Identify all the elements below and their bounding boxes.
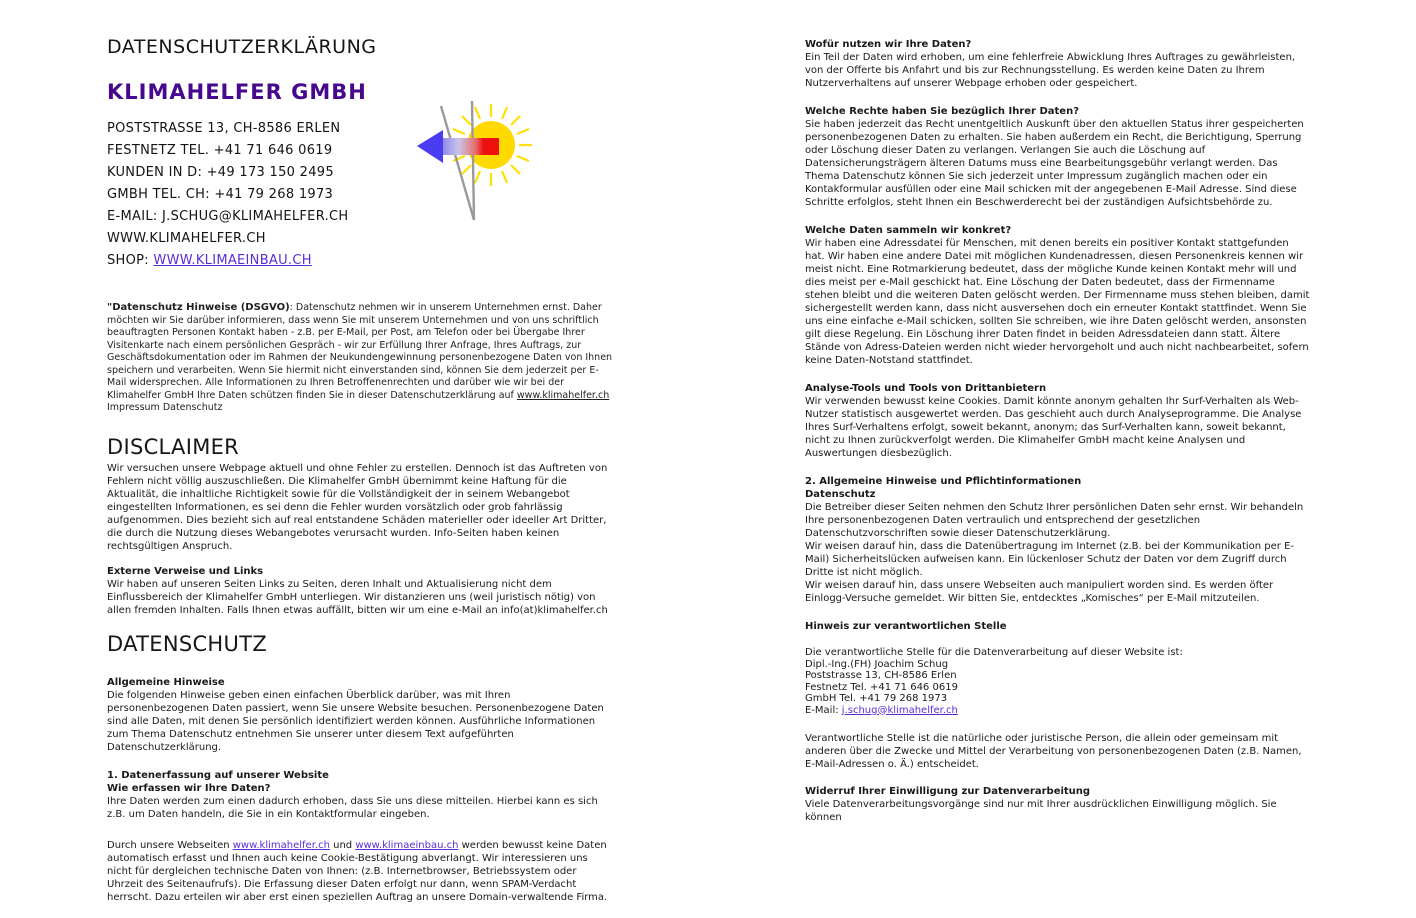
klimahelfer-link-intro[interactable]: www.klimahelfer.ch	[516, 389, 610, 401]
responsible-email-link[interactable]: j.schug@klimahelfer.ch	[841, 704, 958, 716]
mandatory-info-heading: 2. Allgemeine Hinweise und Pflichtinformationen	[805, 476, 1082, 487]
external-links-body: Wir haben auf unseren Seiten Links zu Seiten, deren Inhalt und Aktualisierung nicht dem Einflussbereich der Klimahelfer GmbH unterliegen. Wir distanzieren uns (weil juristisch nötig) von allen fremden Inhalten. Falls Ihnen etwas auffällt, bitten wir um eine e-Mail an info(at)klimahelfer.ch	[107, 578, 608, 616]
usage-body: Ein Teil der Daten wird erhoben, um eine fehlerfreie Abwicklung Ihres Auftrages zu gewährleisten, von der Offerte bis Anfahrt und bis zur Rechnungsstellung. Es werden keine Daten zu Ihrem Nutzerverhaltens auf unserer Webpage erhoben oder gespeichert.	[805, 52, 1296, 89]
webseiten-body-2: werden bewusst keine Daten automatisch erfasst und Ihnen auch keine Cookie-Bestätigung abverlangt. Wir interessieren uns nicht für dergleichen technische Daten von Ihnen: (z.B. Internetbrowser, Betriebssystem oder Uhrzeit des Seitenaufrufs). Die Erfassung dieser Daten erfolgt nur dann, wenn SPAM-Verdacht herrscht. Dazu erteilen wir aber erst einen speziellen Auftrag an unsere Domain-verwaltende Firma.	[107, 839, 608, 903]
left-column	[107, 36, 614, 918]
webseiten-body-1: Durch unsere Webseiten	[107, 839, 233, 851]
disclaimer-heading: DISCLAIMER	[107, 434, 240, 459]
analysis-tools-body: Wir verwenden bewusst keine Cookies. Damit könnte anonym gehalten Ihr Surf-Verhalten als Web-Nutzer statistisch ausgewertet werden. Das geschieht auch durch Analyseprogramme. Die Analyse Ihres Surf-Verhaltens erfolgt, soweit bekannt, anonym; das Surf-Verhalten kann, soweit bekannt, nicht zu Ihnen zurückverfolgt werden. Die Klimahelfer GmbH macht keine Analysen und Auswertungen diesbezüglich.	[805, 396, 1302, 459]
email-label: E-Mail:	[805, 704, 842, 716]
mandatory-info-section	[805, 475, 1310, 605]
contact-address: POSTSTRASSE 13, CH-8586 ERLEN	[107, 121, 341, 136]
klimaeinbau-link[interactable]: www.klimaeinbau.ch	[355, 839, 459, 851]
contact-gmbh-tel: GMBH TEL. CH: +41 79 268 1973	[107, 187, 334, 202]
responsible-email-line	[805, 705, 1310, 717]
data-collection-subheading: Wie erfassen wir Ihre Daten?	[107, 782, 271, 794]
rights-body: Sie haben jederzeit das Recht unentgeltlich Auskunft über den aktuellen Status ihrer gespeicherten personenbezogenen Daten zu erhalten. Sie haben außerdem ein Recht, die Berichtigung, Sperrung oder Löschung dieser Daten zu verlangen. Verlangen Sie auch die Löschung auf Datensicherungsträgern älteren Datums muss eine Bearbeitungsgebühr verlangt werden. Das Thema Datenschutz können Sie sich jederzeit unter Impressum zugänglich machen oder ein Kontakformular ausfüllen oder eine Mail schicken mit der angegebenen E-Mail Adresse. Sind diese Schritte erfolglos, steht Ihnen ein Beschwerderecht bei der zuständigen Aufsichtsbehörde zu.	[805, 119, 1304, 208]
shop-link[interactable]: WWW.KLIMAEINBAU.CH	[153, 253, 312, 268]
data-collected-heading: Welche Daten sammeln wir konkret?	[805, 225, 1012, 236]
data-collected-section	[805, 224, 1310, 367]
disclaimer-body: Wir versuchen unsere Webpage aktuell und ohne Fehler zu erstellen. Dennoch ist das Auftreten von Fehlern nicht völlig auszuschließen. Die Klimahelfer GmbH übernimmt keine Haftung für die Aktualität, die inhaltliche Richtigkeit sowie für die Vollständigkeit der in seinem Webangebot eingestellten Informationen, es sei denn die Fehler wurden vorsätzlich oder grob fahrlässig aufgenommen. Dies bezieht sich auf real entstandene Schäden materieller oder ideeller Art Dritter, die durch die Nutzung dieses Webangebotes verursacht wurden. Info-Seiten haben keinen rechtsgültigen Anspruch.	[107, 462, 608, 552]
responsible-name: Dipl.-Ing.(FH) Joachim Schug	[805, 658, 949, 670]
dsgvo-lead: "Datenschutz Hinweise (DSGVO)	[107, 302, 290, 313]
external-links-section	[107, 565, 614, 617]
revocation-heading: Widerruf Ihrer Einwilligung zur Datenverarbeitung	[805, 786, 1091, 797]
responsible-address: Poststrasse 13, CH-8586 Erlen	[805, 670, 957, 681]
responsible-intro: Die verantwortliche Stelle für die Datenverarbeitung auf dieser Website ist:	[805, 647, 1183, 658]
responsible-heading: Hinweis zur verantwortlichen Stelle	[805, 621, 1007, 632]
mandatory-info-p2: Wir weisen darauf hin, dass die Datenübertragung im Internet (z.B. bei der Kommunikation per E-Mail) Sicherheitslücken aufweisen kann. Ein lückenloser Schutz der Daten vor dem Zugriff durch Dritte ist nicht möglich.	[805, 541, 1295, 578]
mandatory-info-subheading: Datenschutz	[805, 489, 876, 500]
mandatory-info-p3: Wir weisen darauf hin, dass unsere Webseiten auch manipuliert worden sind. Es werden öfter Einlogg-Versuche gemeldet. Wir bitten Sie, entdecktes „Komisches“ per E-Mail mitzuteilen.	[805, 580, 1274, 604]
general-notes-body: Die folgenden Hinweise geben einen einfachen Überblick darüber, was mit Ihren personenbezogenen Daten passiert, wenn Sie unsere Website besuchen. Personenbezogene Daten sind alle Daten, mit denen Sie persönlich identifiziert werden können. Ausführliche Informationen zum Thema Datenschutz entnehmen Sie unserer unter diesem Text aufgeführten Datenschutzerklärung.	[107, 689, 604, 753]
datenschutz-heading: DATENSCHUTZ	[107, 631, 268, 656]
general-notes-section	[107, 676, 614, 754]
analysis-tools-section	[805, 382, 1310, 460]
contact-shop-line	[107, 250, 614, 272]
data-collected-body: Wir haben eine Adressdatei für Menschen, mit denen bereits ein positiver Kontakt stattgefunden hat. Wir haben eine andere Datei mit möglichen Kundenadressen, diesen Personenkreis kennen wir meist nicht. Eine Rotmarkierung bedeutet, dass der mögliche Kunde keinen Kontakt mehr will und dies meist per e-Mail geschickt hat. Eine Löschung der Daten bedeutet, dass der Firmenname stehen bleibt und die weiteren Daten gelöscht werden. Der Firmenname muss stehen bleiben, damit sichergestellt werden kann, dass nicht ausversehen doch ein erneuter Kontakt stattfindet. Wenn Sie uns eine einfache e-Mail schicken, sollten Sie schreiben, wie ihre Daten gelöscht werden, ansonsten gilt diese Regelung. Ein Löschung ihrer Daten findet in beiden Adressdateien dann statt. Ältere Stände von Adress-Dateien werden nicht wieder hervorgeholt und auch nicht nachbearbeitet, sofern keine Daten-Notstand stattfindet.	[805, 238, 1310, 366]
webseiten-mid: und	[329, 839, 356, 851]
rights-heading: Welche Rechte haben Sie bezüglich Ihrer Daten?	[805, 106, 1079, 117]
external-links-heading: Externe Verweise und Links	[107, 565, 264, 577]
page-title: DATENSCHUTZERKLÄRUNG	[107, 36, 377, 58]
data-collection-body: Ihre Daten werden zum einen dadurch erhoben, dass Sie uns diese mitteilen. Hierbei kann es sich z.B. um Daten handeln, die Sie in ein Kontaktformular eingeben.	[107, 795, 598, 820]
responsible-address-block	[805, 647, 1310, 716]
right-column	[805, 38, 1310, 839]
responsible-landline: Festnetz Tel. +41 71 646 0619	[805, 681, 958, 693]
usage-heading: Wofür nutzen wir Ihre Daten?	[805, 39, 972, 50]
webseiten-paragraph	[107, 839, 614, 904]
analysis-tools-heading: Analyse-Tools und Tools von Drittanbietern	[805, 383, 1047, 394]
contact-email: E-MAIL: J.SCHUG@KLIMAHELFER.CH	[107, 209, 349, 224]
dsgvo-intro-paragraph	[107, 302, 614, 415]
responsible-definition: Verantwortliche Stelle ist die natürliche oder juristische Person, die allein oder gemeinsam mit anderen über die Zwecke und Mittel der Verarbeitung von personenbezogenen Daten (z.B. Namen, E-Mail-Adressen o. Ä.) entscheidet.	[805, 733, 1302, 770]
usage-section	[805, 38, 1310, 90]
dsgvo-body-1: Datenschutz nehmen wir in unserem Unternehmen ernst. Daher möchten wir Sie darüber informieren, dass wenn Sie mit unserem Unternehmen und von uns schriftlich beauftragten Personen Kontakt haben - z.B. per E-Mail, per Post, am Telefon oder bei Übergabe Ihrer Visitenkarte nach einem persönlichen Gespräch - wir zur Erfüllung Ihrer Anfrage, Ihres Auftrags, zur Geschäftsdokumentation oder im Rahmen der Neukundengewinnung personenbezogene Daten von Ihnen speichern und verarbeiten. Wenn Sie hiermit nicht einverstanden sind, können Sie dem jederzeit per E-Mail widersprechen. Alle Informationen zu Ihren Betroffenenrechten und darüber wie wir bei der Klimahelfer GmbH Ihre Daten schützen finden Sie in dieser Datenschutzerklärung auf	[107, 302, 613, 401]
revocation-section	[805, 785, 1310, 824]
mandatory-info-p1: Die Betreiber dieser Seiten nehmen den Schutz Ihrer persönlichen Daten sehr ernst. Wir behandeln Ihre personenbezogenen Daten vertraulich und entsprechend der gesetzlichen Datenschutzvorschriften sowie dieser Datenschutzerklärung.	[805, 502, 1304, 539]
general-notes-heading: Allgemeine Hinweise	[107, 676, 225, 688]
responsible-section	[805, 620, 1310, 716]
dsgvo-colon: :	[289, 302, 296, 313]
dsgvo-body-2: Impressum Datenschutz	[107, 402, 223, 413]
responsible-gmbh-tel: GmbH Tel. +41 79 268 1973	[805, 693, 948, 704]
contact-customers-de: KUNDEN IN D: +49 173 150 2495	[107, 165, 334, 180]
contact-block	[107, 118, 614, 272]
company-name-heading: KLIMAHELFER GMBH	[107, 80, 367, 104]
rights-section	[805, 105, 1310, 209]
data-collection-heading: 1. Datenerfassung auf unserer Website	[107, 769, 329, 781]
revocation-body: Viele Datenverarbeitungsvorgänge sind nur mit Ihrer ausdrücklichen Einwilligung möglich. Sie können	[805, 799, 1277, 823]
shop-label: SHOP:	[107, 253, 154, 268]
data-collection-section	[107, 769, 614, 821]
contact-website: WWW.KLIMAHELFER.CH	[107, 231, 266, 246]
contact-landline: FESTNETZ TEL. +41 71 646 0619	[107, 143, 333, 158]
klimahelfer-link[interactable]: www.klimahelfer.ch	[232, 839, 330, 851]
